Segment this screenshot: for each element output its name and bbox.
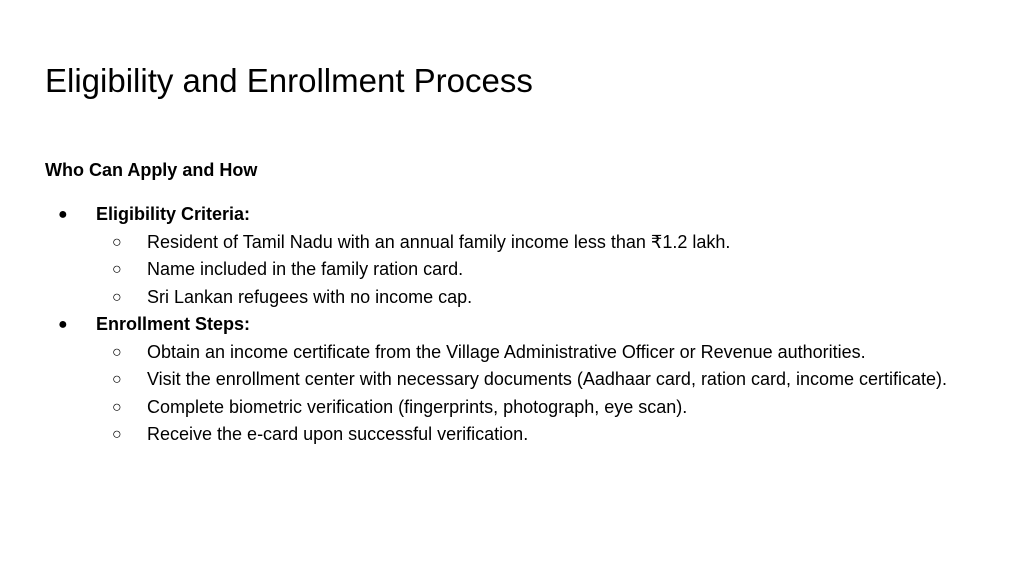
slide-title: Eligibility and Enrollment Process bbox=[45, 62, 533, 99]
hollow-bullet-icon: ○ bbox=[112, 288, 122, 306]
filled-bullet-icon: ● bbox=[58, 316, 68, 333]
hollow-bullet-icon: ○ bbox=[112, 371, 122, 388]
hollow-bullet-icon: ○ bbox=[112, 261, 122, 278]
list-item-text: Receive the e-card upon successful verification. bbox=[147, 424, 529, 444]
list-item-text: Name included in the family ration card. bbox=[147, 259, 464, 279]
list-item-enrollment-steps bbox=[45, 311, 985, 339]
list-item-text: Sri Lankan refugees with no income cap. bbox=[147, 286, 473, 307]
list-item bbox=[45, 421, 985, 449]
list-item-text: Visit the enrollment center with necessary documents (Aadhaar card, ration card, income certificate). bbox=[147, 369, 948, 389]
list-item-text: Obtain an income certificate from the Village Administrative Officer or Revenue authorities. bbox=[147, 341, 866, 362]
section-heading: Eligibility Criteria: bbox=[96, 204, 251, 224]
list-item-text: Resident of Tamil Nadu with an annual family income less than ₹1.2 lakh. bbox=[147, 231, 731, 252]
slide-subtitle: Who Can Apply and How bbox=[45, 160, 258, 180]
section-heading: Enrollment Steps: bbox=[96, 314, 251, 334]
list-item bbox=[45, 229, 985, 257]
list-item bbox=[45, 394, 985, 422]
hollow-bullet-icon: ○ bbox=[112, 233, 122, 251]
bullet-list bbox=[45, 201, 985, 449]
hollow-bullet-icon: ○ bbox=[112, 398, 122, 416]
hollow-bullet-icon: ○ bbox=[112, 426, 122, 443]
list-item bbox=[45, 256, 985, 284]
list-item-eligibility-criteria bbox=[45, 201, 985, 229]
list-item bbox=[45, 284, 985, 312]
list-item bbox=[45, 366, 985, 394]
list-item-text: Complete biometric verification (fingerprints, photograph, eye scan). bbox=[147, 396, 688, 417]
hollow-bullet-icon: ○ bbox=[112, 343, 122, 361]
list-item bbox=[45, 339, 985, 367]
filled-bullet-icon: ● bbox=[58, 206, 68, 223]
